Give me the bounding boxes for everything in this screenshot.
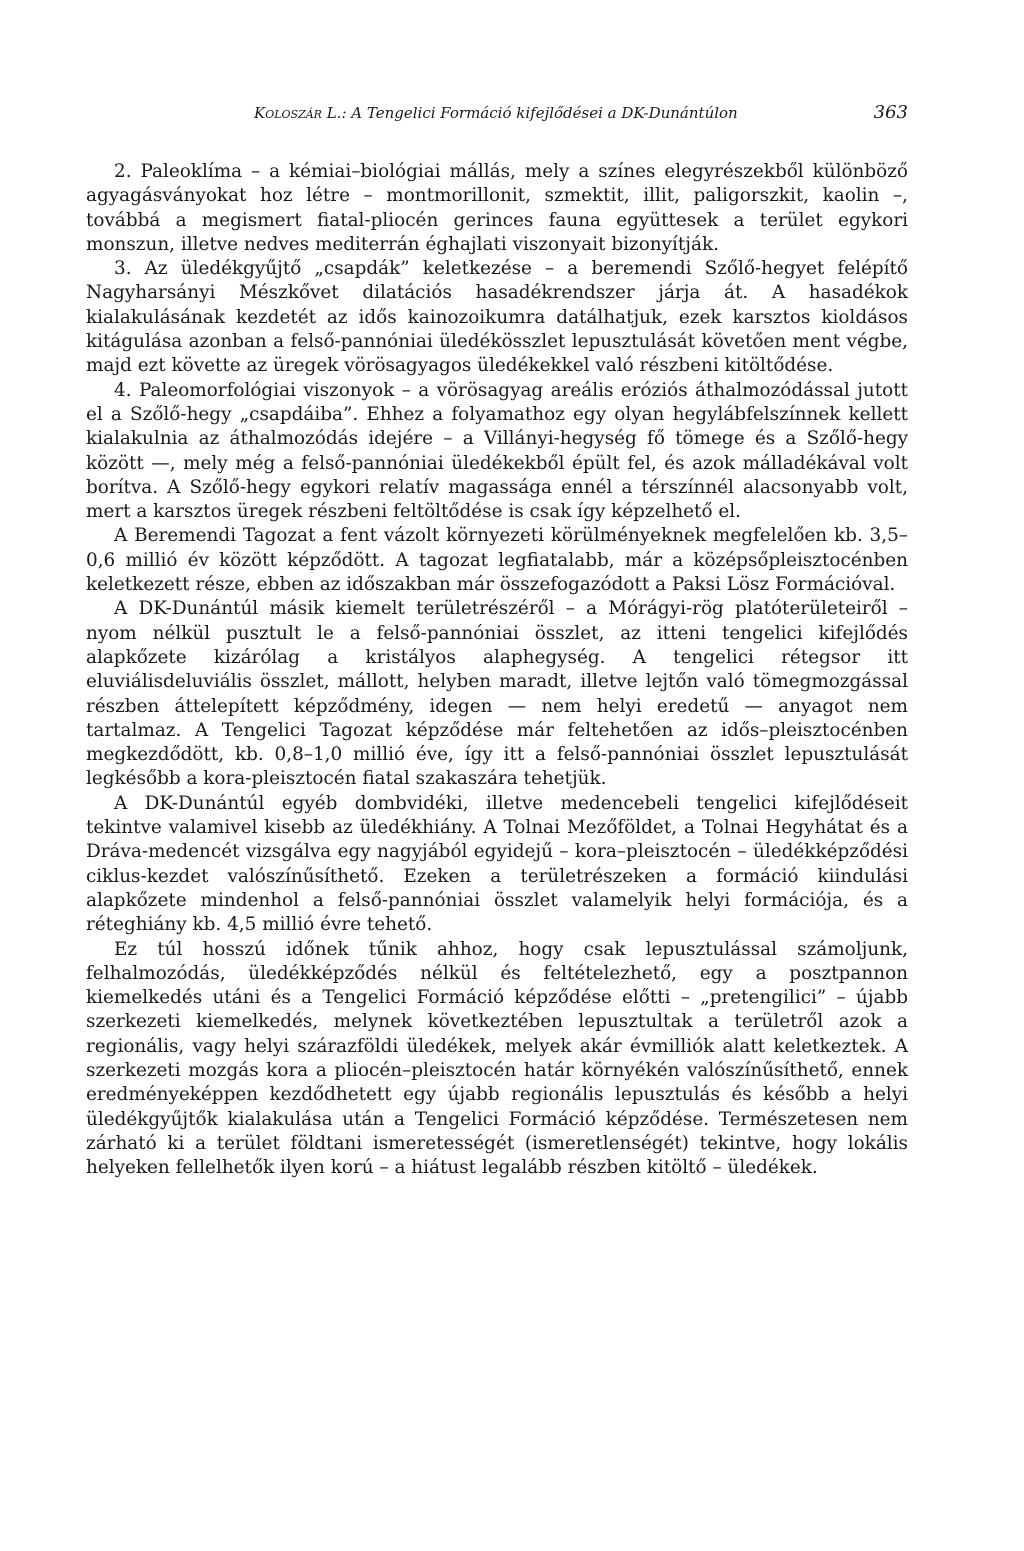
paragraph-hill-basin: A DK-Dunántúl egyéb dombvidéki, illetve medencebeli tengelici kifejlődéseit tekintve valamivel kisebb az üledékhiány. A Tolnai Mezőföldet, a Tolnai Hegyhátat és a Dráva-medencét vizsgálva egy nagyjából egyidejű – kora–pleisztocén – üledékképződési ciklus-kezdet valószínűsíthető. Ezeken a területrészeken a formáció kiindulási alapkőzete mindenhol a felső-pannóniai összlet valamelyik helyi formációja, és a réteghiány kb. 4,5 millió évre tehető. [86,792,908,936]
running-head [254,102,908,136]
running-head-separator: : [341,104,352,122]
paragraph-beremendi-member: A Beremendi Tagozat a fent vázolt környezeti körülményeknek megfelelően kb. 3,5–0,6 millió év között képződött. A tagozat legfiatalabb, már a középsőpleisztocénben keletkezett része, ebben az időszakban már összefogazódott a Paksi Lösz Formációval. [86,525,908,596]
running-head-title: A Tengelici Formáció kifejlődései a DK-Dunántúlon [351,104,738,122]
page-number: 363 [873,102,908,123]
paragraph-moragy-block: A DK-Dunántúl másik kiemelt területrészéről – a Mórágyi-rög platóterületeiről – nyom nélkül pusztult le a felső-pannóniai összlet, az itteni tengelici kifejlődés alapkőzete kizárólag a kristályos alaphegység. A tengelici rétegsor itt eluviálisdeluviális összlet, mállott, helyben maradt, illetve lejtőn való tömegmozgással részben áttelepített képződmény, idegen — nem helyi eredetű — anyagot nem tartalmaz. A Tengelici Tagozat képződése már feltehetően az idős–pleisztocénben megkezdődött, kb. 0,8–1,0 millió éve, így itt a felső-pannóniai összlet lepusztulását legkésőbb a kora-pleisztocén fiatal szakaszára tehetjük. [86,598,908,790]
running-head-author: Koloszár L. [254,104,342,122]
paragraph-paleomorphology: 4. Paleomorfológiai viszonyok – a vörösagyag areális eróziós áthalmozódással jutott el a Szőlő-hegy „csapdáiba”. Ehhez a folyamathoz egy olyan hegylábfelszínnek kellett kialakulnia az áthalmozódás idejére – a Villányi-hegység fő tömege és a Szőlő-hegy között —, mely még a felső-pannóniai üledékekből épült fel, és azok málladékával volt borítva. A Szőlő-hegy egykori relatív magassága ennél a térszínnél alacsonyabb volt, mert a karsztos üregek részbeni feltöltődése is csak így képzelhető el. [86,379,908,523]
running-title [254,104,738,122]
paragraph-uplift: Ez túl hosszú időnek tűnik ahhoz, hogy csak lepusztulással számoljunk, felhalmozódás, üledékképződés nélkül és feltételezhető, egy a posztpannon kiemelkedés utáni és a Tengelici Formáció képződése előtti – „pretengilici” – újabb szerkezeti kiemelkedés, melynek következtében lepusztultak a területről azok a regionális, vagy helyi szárazföldi üledékek, melyek akár évmilliók alatt keletkeztek. A szerkezeti mozgás kora a pliocén–pleisztocén határ környékén valószínűsíthető, ennek eredményeképpen kezdődhetett egy újabb regionális lepusztulás és később a helyi üledékgyűjtők kialakulása után a Tengelici Formáció képződése. Természetesen nem zárható ki a terület földtani ismeretességét (ismeretlenségét) tekintve, hogy lokális helyeken fellelhetők ilyen korú – a hiátust legalább részben kitöltő – üledékek. [86,938,908,1179]
paragraph-paleoclimate: 2. Paleoklíma – a kémiai–biológiai mállás, mely a színes elegyrészekből különböző agyagásványokat hoz létre – montmorillonit, szmektit, illit, paligorszkit, kaolin –, továbbá a megismert fiatal-pliocén gerinces fauna együttesek a terület egykori monszun, illetve nedves mediterrán éghajlati viszonyait bizonyítják. [86,161,908,255]
body-text [86,160,908,1180]
page [86,102,908,1180]
paragraph-sediment-traps: 3. Az üledékgyűjtő „csapdák” keletkezése – a beremendi Szőlő-hegyet felépítő Nagyharsányi Mészkővet dilatációs hasadékrendszer járja át. A hasadékok kialakulásának kezdetét az idős kainozoikumra datálhatjuk, ezek karsztos kioldásos kitágulása azonban a felső-pannóniai üledékösszlet lepusztulását követően ment végbe, majd ezt követte az üregek vörösagyagos üledékekkel való részbeni kitöltődése. [86,258,908,377]
